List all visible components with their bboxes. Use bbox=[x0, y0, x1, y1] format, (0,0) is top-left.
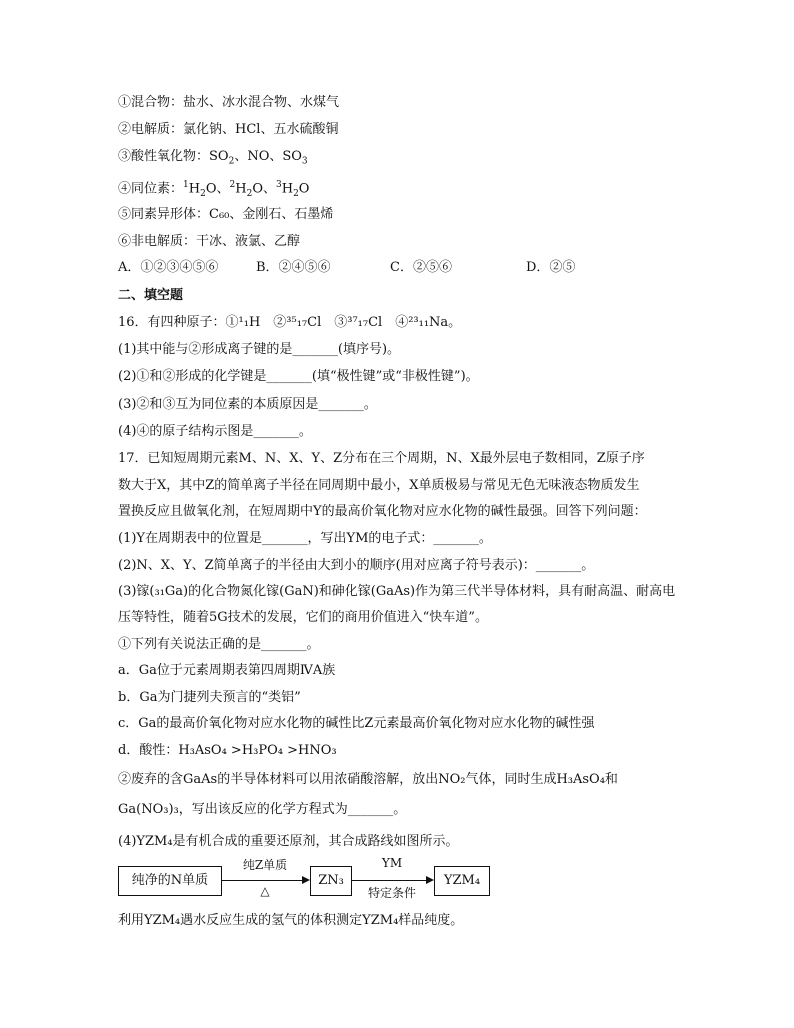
flow-box-zn3: ZN₃ bbox=[310, 866, 352, 896]
q17-sub2-line2: Ga(NO₃)₃，写出该反应的化学方程式为_______。 bbox=[118, 802, 407, 817]
option-item-5: ⑤同素异形体：C₆₀、金刚石、石墨烯 bbox=[118, 207, 334, 222]
q17-last-line: 利用YZM₄遇水反应生成的氢气的体积测定YZM₄样品纯度。 bbox=[118, 913, 464, 928]
q17-option-d: d．酸性：H₃AsO₄ >H₃PO₄ >HNO₃ bbox=[118, 743, 337, 758]
q16-part2: (2)①和②形成的化学键是_______(填“极性键”或“非极性键”)。 bbox=[118, 369, 479, 384]
q16-stem: 16．有四种原子：①¹₁H ②³⁵₁₇Cl ③³⁷₁₇Cl ④²³₁₁Na。 bbox=[118, 315, 462, 330]
choice-a[interactable]: A．①②③④⑤⑥ bbox=[118, 260, 219, 275]
flow-box-n: 纯净的N单质 bbox=[118, 866, 222, 896]
flow-box-yzm4: YZM₄ bbox=[434, 866, 490, 896]
q17-stem-line1: 17．已知短周期元素M、N、X、Y、Z分布在三个周期，N、X最外层电子数相同，Z原子序 bbox=[118, 451, 645, 466]
q17-part3-line2: 压等特性，随着5G技术的发展，它们的商用价值进入“快车道”。 bbox=[118, 610, 488, 625]
arrow1-top-label: 纯Z单质 bbox=[242, 858, 288, 872]
q17-part4: (4)YZM₄是有机合成的重要还原剂，其合成路线如图所示。 bbox=[118, 834, 459, 849]
q17-sub2-line1: ②废弃的含GaAs的半导体材料可以用浓硝酸溶解，放出NO₂气体，同时生成H₃AsO₄和 bbox=[118, 772, 618, 787]
q17-option-c: c．Ga的最高价氧化物对应水化物的碱性比Z元素最高价氧化物对应水化物的碱性强 bbox=[118, 716, 595, 731]
choice-c[interactable]: C．②⑤⑥ bbox=[390, 260, 452, 275]
arrow2-line bbox=[352, 880, 426, 881]
q16-part4: (4)④的原子结构示图是_______。 bbox=[118, 424, 312, 439]
arrow1-line bbox=[222, 880, 302, 881]
q16-part1: (1)其中能与②形成离子键的是_______(填序号)。 bbox=[118, 342, 401, 357]
option-item-4: ④同位素：$^1H_2O$、$^2H_2O$、$^3H_2O$ bbox=[118, 180, 310, 199]
q17-stem-line3: 置换反应且做氧化剂，在短周期中Y的最高价氧化物对应水化物的碱性最强。回答下列问题： bbox=[118, 504, 647, 519]
arrow2-top-label: YM bbox=[381, 856, 403, 870]
arrow1-head-icon bbox=[302, 876, 310, 884]
section-title: 二、填空题 bbox=[118, 288, 184, 303]
q17-part2: (2)N、X、Y、Z简单离子的半径由大到小的顺序(用对应离子符号表示)：_______。 bbox=[118, 558, 595, 573]
choice-b[interactable]: B．②④⑤⑥ bbox=[256, 260, 331, 275]
synthesis-route-diagram bbox=[118, 856, 498, 904]
q17-option-b: b．Ga为门捷列夫预言的“类铝” bbox=[118, 690, 301, 705]
answer-choices bbox=[118, 259, 575, 277]
option-item-2: ②电解质：氯化钠、HCl、五水硫酸铜 bbox=[118, 122, 339, 137]
arrow1-bottom-label: △ bbox=[260, 884, 270, 898]
q17-part1: (1)Y在周期表中的位置是_______，写出YM的电子式：_______。 bbox=[118, 531, 492, 546]
arrow2-bottom-label: 特定条件 bbox=[367, 886, 416, 900]
q17-sub1: ①下列有关说法正确的是_______。 bbox=[118, 637, 320, 652]
q16-part3: (3)②和③互为同位素的本质原因是_______。 bbox=[118, 397, 377, 412]
q17-stem-line2: 数大于X，其中Z的简单离子半径在同周期中最小，X单质极易与常见无色无味液态物质发生 bbox=[118, 478, 640, 493]
choice-d[interactable]: D．②⑤ bbox=[526, 260, 576, 275]
arrow2-head-icon bbox=[426, 876, 434, 884]
option-item-3: ③酸性氧化物：$SO_2$、NO、$SO_3$ bbox=[118, 149, 308, 167]
q17-option-a: a．Ga位于元素周期表第四周期ⅣA族 bbox=[118, 663, 336, 678]
option-item-1: ①混合物：盐水、冰水混合物、水煤气 bbox=[118, 95, 340, 110]
option-item-6: ⑥非电解质：干冰、液氯、乙醇 bbox=[118, 234, 301, 249]
q17-part3-line1: (3)镓(₃₁Ga)的化合物氮化镓(GaN)和砷化镓(GaAs)作为第三代半导体材料，具有耐高温、耐高电 bbox=[118, 584, 676, 599]
